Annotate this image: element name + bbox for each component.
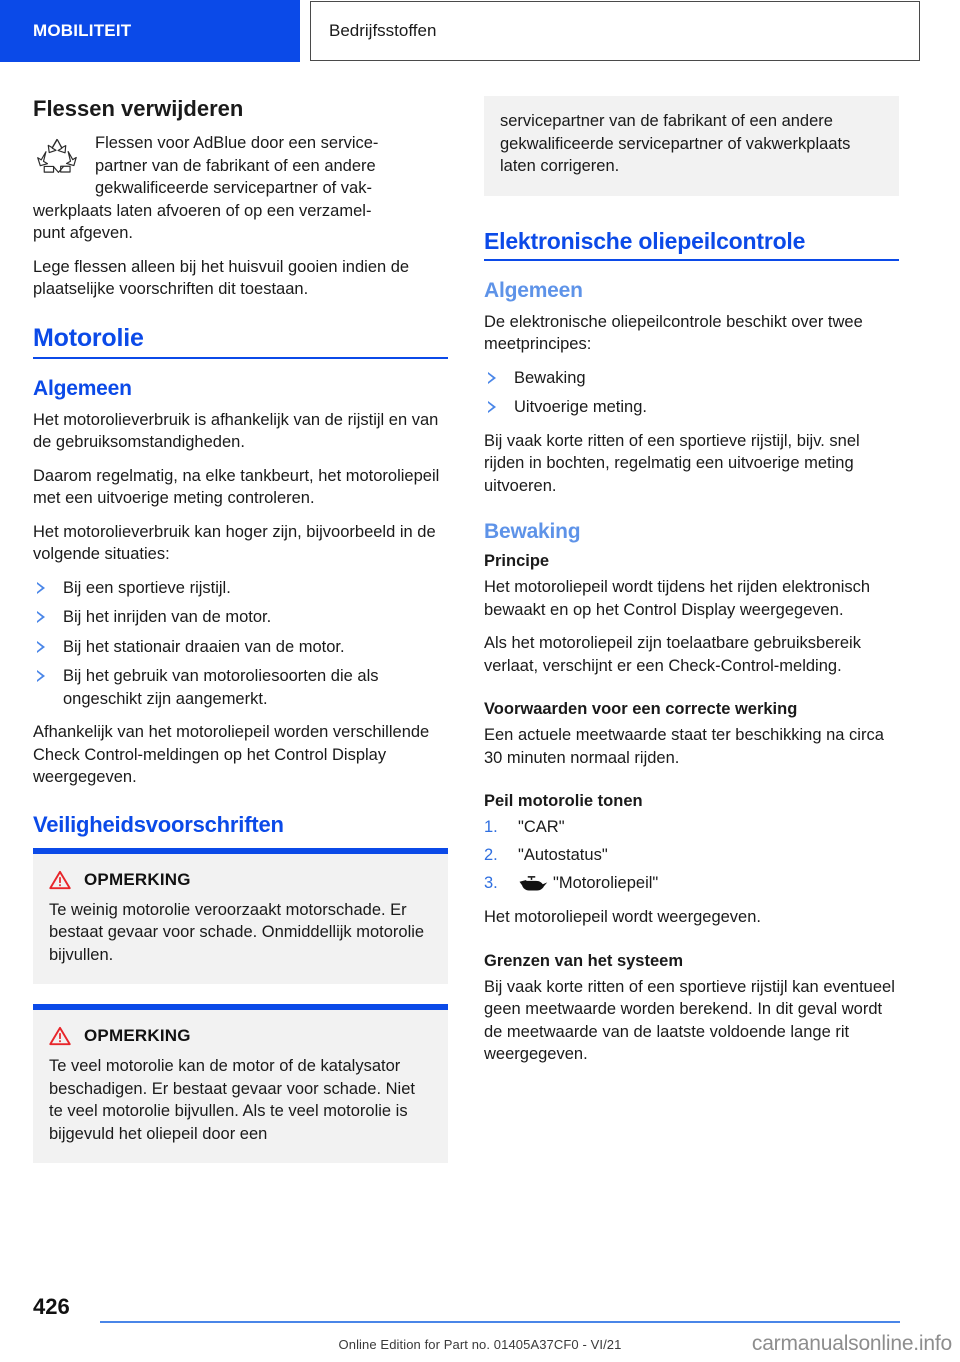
step-number: 1.: [484, 818, 498, 836]
list-meetprincipes: [484, 367, 899, 419]
paragraph-beschikt-over: De elektronische oliepeilcontrole beschikt over twee meetprincipes:: [484, 312, 863, 353]
oil-can-icon: [518, 875, 548, 893]
recycle-paragraph-text-top: [33, 132, 448, 200]
heading-flessen-verwijderen: Flessen verwijderen: [33, 96, 244, 121]
minor-heading-principe: Principe: [484, 552, 550, 570]
step-number: 3.: [484, 874, 498, 892]
paragraph-grenzen: Bij vaak korte ritten of een sportieve rijstijl kan eventueel geen meetwaarde worden berekend. In dit geval wordt de meetwaarde van de laatste voldoende lange rit weergegeven.: [484, 977, 895, 1063]
heading-elektronische-oliepeilcontrole: Elektronische oliepeilcontrole: [484, 227, 806, 254]
chapter-tab[interactable]: [0, 0, 300, 62]
list-item-label: Bij het stationair draaien van de motor.: [63, 637, 345, 656]
list-item: [33, 577, 448, 600]
site-watermark: carmanualsonline.info: [751, 1332, 952, 1355]
step-label: "CAR": [518, 818, 565, 836]
paragraph-wordt-weergegeven: Het motoroliepeil wordt weergegeven.: [484, 908, 761, 926]
recycle-line-3: gekwalificeerde servicepartner of vak-: [95, 179, 372, 197]
minor-heading-peil-tonen: Peil motorolie tonen: [484, 792, 643, 810]
triangle-bullet-icon: [488, 401, 496, 413]
triangle-bullet-icon: [37, 641, 45, 653]
list-item: [484, 816, 899, 839]
note-text-continued: servicepartner van de fabrikant of een andere gekwalificeerde servicepartner of vakwerkplaats laten corrigeren.: [500, 112, 851, 175]
note-box-te-weinig: [33, 848, 448, 985]
paragraph-motorolieverbruik: Het motorolieverbruik is afhankelijk van de rijstijl en van de gebruiksomstandigheden.: [33, 410, 439, 451]
subheading-veiligheidsvoorschriften: Veiligheidsvoorschriften: [33, 811, 284, 837]
recycling-icon: [33, 134, 81, 178]
edition-note: Online Edition for Part no. 01405A37CF0 - VI/21: [338, 1337, 622, 1352]
heading-elektronische-rule: [484, 259, 899, 261]
step-label: "Motoroliepeil": [553, 874, 659, 892]
list-item: [33, 636, 448, 659]
recycle-line-1: Flessen voor AdBlue door een service-: [95, 134, 379, 152]
paragraph-daarom-regelmatig: Daarom regelmatig, na elke tankbeurt, het motoroliepeil met een uitvoerige meting controleren.: [33, 466, 440, 507]
paragraph-vaak-korte-ritten: Bij vaak korte ritten of een sportieve rijstijl, bijv. snel rijden in bochten, regelmatig een uitvoerige meting uitvoeren.: [484, 431, 860, 495]
triangle-bullet-icon: [37, 670, 45, 682]
list-item: [484, 872, 899, 895]
note-title: OPMERKING: [84, 869, 191, 889]
section-tab-label: Bedrijfsstoffen: [329, 21, 437, 40]
page-footer: [0, 1282, 960, 1362]
paragraph-voorwaarden: Een actuele meetwaarde staat ter beschikking na circa 30 minuten normaal rijden.: [484, 726, 884, 767]
page-header: [0, 0, 960, 62]
paragraph-hoger-situaties: Het motorolieverbruik kan hoger zijn, bijvoorbeeld in de volgende situaties:: [33, 522, 436, 563]
subheading-algemeen-left: Algemeen: [33, 376, 132, 400]
heading-motorolie: Motorolie: [33, 323, 144, 352]
note-text: Te veel motorolie kan de motor of de katalysator beschadigen. Er bestaat gevaar voor schade. Niet te veel motorolie bijvullen. Als te veel motorolie is bijgevuld het oliepeil door een: [49, 1057, 415, 1143]
step-label: "Autostatus": [518, 846, 608, 864]
recycle-line-2: partner van de fabrikant of een andere: [95, 156, 376, 175]
triangle-bullet-icon: [37, 611, 45, 623]
section-tab[interactable]: [310, 1, 920, 61]
footer-rule: [100, 1321, 900, 1323]
warning-triangle-icon: [49, 870, 71, 890]
list-item-label: Bij het inrijden van de motor.: [63, 608, 272, 626]
step-number: 2.: [484, 846, 498, 864]
right-column: [484, 96, 899, 1183]
list-item: [484, 844, 899, 867]
list-item: [33, 665, 448, 710]
page-body: [0, 96, 960, 1183]
note-box-te-veel-continued: [484, 96, 899, 196]
paragraph-lege-flessen: Lege flessen alleen bij het huisvuil gooien indien de plaatselijke voorschriften dit toestaan.: [33, 257, 410, 298]
triangle-bullet-icon: [488, 372, 496, 384]
list-item-label: Bewaking: [514, 368, 586, 387]
minor-heading-grenzen: Grenzen van het systeem: [484, 951, 683, 970]
note-header: [49, 870, 432, 890]
note-box-te-veel: [33, 1004, 448, 1163]
list-item-label: Bij het gebruik van motoroliesoorten die als ongeschikt zijn aangemerkt.: [63, 667, 379, 708]
list-peil-tonen-steps: [484, 816, 899, 895]
triangle-bullet-icon: [37, 582, 45, 594]
paragraph-principe-1: Het motoroliepeil wordt tijdens het rijden elektronisch bewaakt en op het Control Display weergegeven.: [484, 578, 871, 619]
warning-triangle-icon: [49, 1026, 71, 1046]
recycle-paragraph: [33, 132, 448, 245]
list-item-label: Bij een sportieve rijstijl.: [63, 578, 231, 597]
minor-heading-voorwaarden: Voorwaarden voor een correcte werking: [484, 700, 798, 718]
paragraph-afhankelijk: Afhankelijk van het motoroliepeil worden verschillende Check Control-meldingen op het Control Display weergegeven.: [33, 723, 430, 786]
heading-motorolie-rule: [33, 357, 448, 359]
recycle-line-4: werkplaats laten afvoeren of op een verzamel-: [33, 201, 372, 220]
list-item: [484, 367, 899, 390]
paragraph-principe-2: Als het motoroliepeil zijn toelaatbare gebruiksbereik verlaat, verschijnt er een Check-Control-melding.: [484, 634, 861, 675]
note-text: Te weinig motorolie veroorzaakt motorschade. Er bestaat gevaar voor schade. Onmiddellijk motorolie bijvullen.: [49, 900, 425, 964]
page-number: 426: [33, 1294, 70, 1319]
subheading-algemeen-right: Algemeen: [484, 278, 583, 302]
note-header: [49, 1026, 432, 1046]
left-column: [33, 96, 448, 1183]
subheading-bewaking: Bewaking: [484, 520, 581, 543]
chapter-tab-label: MOBILITEIT: [33, 21, 132, 40]
recycle-line-5: punt afgeven.: [33, 224, 133, 242]
note-title: OPMERKING: [84, 1026, 191, 1045]
recycle-paragraph-text-bottom: [33, 200, 448, 245]
list-item: [33, 606, 448, 629]
list-situaties: [33, 577, 448, 711]
list-item-label: Uitvoerige meting.: [514, 398, 647, 416]
list-item: [484, 396, 899, 419]
